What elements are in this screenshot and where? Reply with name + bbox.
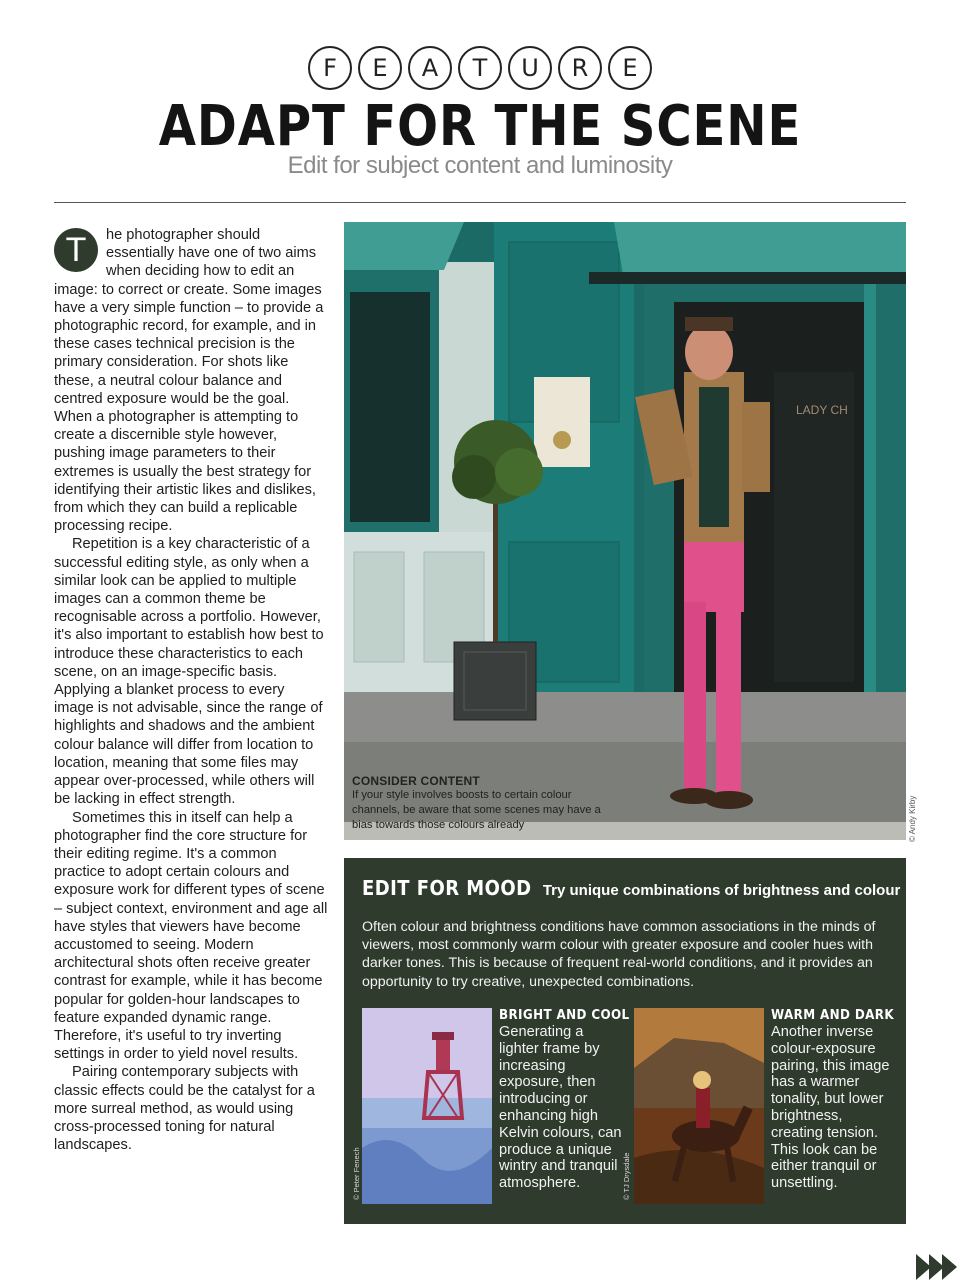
- bright-cool-photo: [362, 1008, 492, 1204]
- warm-dark-title: WARM AND DARK: [771, 1008, 894, 1023]
- kicker-letter: A: [408, 46, 452, 90]
- paragraph-4: Pairing contemporary subjects with classic effects could be the catalyst for a more surreal method, as would using cross-processed toning for natural landscapes.: [54, 1064, 315, 1154]
- caption-body: If your style involves boosts to certain colour channels, be aware that some scenes may have a bias towards those colours already: [352, 789, 601, 831]
- page-subtitle: Edit for subject content and luminosity: [287, 152, 673, 179]
- panel-title: EDIT FOR MOOD: [362, 876, 532, 900]
- kicker-letter: R: [558, 46, 602, 90]
- article-body: [54, 226, 328, 1154]
- kicker-letter: T: [458, 46, 502, 90]
- paragraph-1: [54, 226, 328, 535]
- paragraph-1-text: he photographer should essentially have one of two aims when deciding how to edit an image: to correct or create. Some images have a very simple function – to provide a photographic record, for example, and in these cases technical precision is the primary consideration. For shots like these, a neutral colour balance and centred exposure would be the goal. When a photographer is attempting to create a discernible style however, pushing image parameters to their extremes is usually the best strategy for identifying their artistic likes and dislikes, from which they can build a replicable processing recipe.: [54, 227, 324, 535]
- kicker-letter: U: [508, 46, 552, 90]
- photo-credit: © Andy Kirby: [908, 795, 917, 842]
- photo-caption: [352, 774, 612, 833]
- paragraph-3: Sometimes this in itself can help a photographer find the core structure for their editing regime. It's a common practice to adopt certain colours and exposure work for different types of scene – subject context, environment and age all have styles that viewers have become accustomed to seeing. Modern architectural shots often receive greater contrast for example, while it has become popular for golden-hour landscapes to feature expanded dynamic range. Therefore, it's useful to try inverting settings in order to yield novel results.: [54, 809, 328, 1063]
- feature-kicker: [0, 46, 960, 90]
- panel-subtitle: Try unique combinations of brightness and colour: [542, 882, 901, 899]
- warm-dark-block: [771, 1008, 895, 1192]
- bright-cool-credit: © Peter Fenech: [352, 1147, 361, 1200]
- bright-cool-title: BRIGHT AND COOL: [499, 1008, 630, 1023]
- main-photo: [344, 222, 906, 840]
- panel-intro: Often colour and brightness conditions have common associations in the minds of viewers, most commonly warm colour with greater exposure and cooler hues with darker tones. This is because of frequent real-world conditions, and it provides an opportunity to try creative, unexpected combinations.: [362, 919, 876, 990]
- panel-heading: [362, 876, 900, 900]
- drop-cap: T: [54, 228, 98, 272]
- warm-dark-credit: © TJ Drysdale: [622, 1152, 631, 1200]
- door-sign-text: LADY CH: [796, 403, 848, 417]
- bright-cool-body: Generating a lighter frame by increasing exposure, then introducing or enhancing high Kelvin colours, can produce a unique wintry and tranquil atmosphere.: [499, 1024, 622, 1192]
- kicker-letter: E: [608, 46, 652, 90]
- page-title: ADAPT FOR THE SCENE: [158, 94, 802, 159]
- kicker-letter: E: [358, 46, 402, 90]
- kicker-letter: F: [308, 46, 352, 90]
- warm-dark-body: Another inverse colour-exposure pairing, this image has a warmer tonality, but lower brightness, creating tension. This look can be either tranquil or unsettling.: [771, 1024, 890, 1192]
- shopfront-illustration: [344, 222, 906, 840]
- warm-dark-photo: [634, 1008, 764, 1204]
- paragraph-2: Repetition is a key characteristic of a successful editing style, as only when a similar look can be applied to multiple images can a common theme be recognisable across a portfolio. However, it's also important to establish how best to introduce these characteristics to each scene, on an image-specific basis. Applying a blanket process to every image is not advisable, since the range of highlights and shadows and the ambient colour balance will differ from location to location, meaning that some files may appear over-processed, while others will be lacking in effect strength.: [54, 536, 324, 808]
- triple-arrow-right-icon: [918, 1254, 957, 1280]
- caption-title: CONSIDER CONTENT: [352, 774, 480, 788]
- header-divider: [54, 202, 906, 203]
